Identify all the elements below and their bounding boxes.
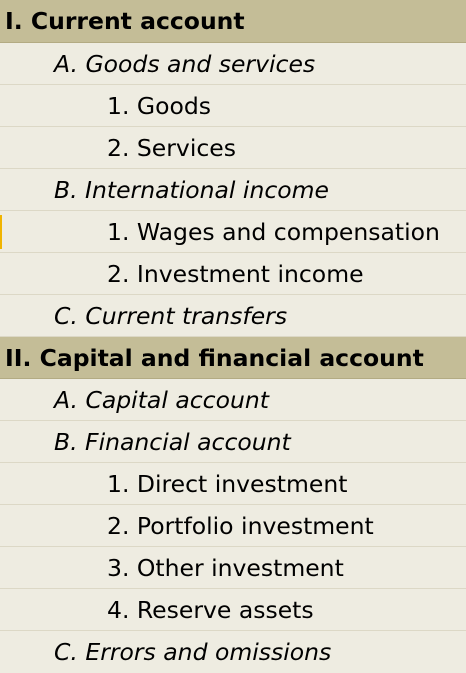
item-direct-investment[interactable] (0, 463, 466, 505)
item-label: 2. Portfolio investment (107, 512, 374, 540)
item-label: 1. Wages and compensation (107, 218, 440, 246)
item-investment-income[interactable] (0, 253, 466, 295)
active-cell-marker (0, 215, 2, 249)
section-title: I. Current account (5, 7, 245, 35)
subsection-goods-and-services[interactable] (0, 43, 466, 85)
item-wages-and-compensation[interactable] (0, 211, 466, 253)
item-other-investment[interactable] (0, 547, 466, 589)
subsection-financial-account[interactable] (0, 421, 466, 463)
subsection-title: A. Capital account (54, 386, 269, 414)
item-reserve-assets[interactable] (0, 589, 466, 631)
item-label: 1. Direct investment (107, 470, 348, 498)
item-label: 3. Other investment (107, 554, 344, 582)
subsection-international-income[interactable] (0, 169, 466, 211)
item-label: 1. Goods (107, 92, 212, 120)
subsection-title: A. Goods and services (54, 50, 316, 78)
subsection-capital-account[interactable] (0, 379, 466, 421)
item-label: 2. Services (107, 134, 236, 162)
subsection-errors-and-omissions[interactable] (0, 631, 466, 673)
item-label: 2. Investment income (107, 260, 364, 288)
item-services[interactable] (0, 127, 466, 169)
item-label: 4. Reserve assets (107, 596, 314, 624)
subsection-title: C. Current transfers (54, 302, 288, 330)
subsection-title: B. Financial account (54, 428, 291, 456)
section-title: II. Capital and financial account (5, 344, 424, 372)
subsection-title: B. International income (54, 176, 330, 204)
item-goods[interactable] (0, 85, 466, 127)
section-header-capital-and-financial-account[interactable] (0, 337, 466, 379)
subsection-current-transfers[interactable] (0, 295, 466, 337)
section-header-current-account[interactable] (0, 0, 466, 43)
item-portfolio-investment[interactable] (0, 505, 466, 547)
subsection-title: C. Errors and omissions (54, 638, 332, 666)
